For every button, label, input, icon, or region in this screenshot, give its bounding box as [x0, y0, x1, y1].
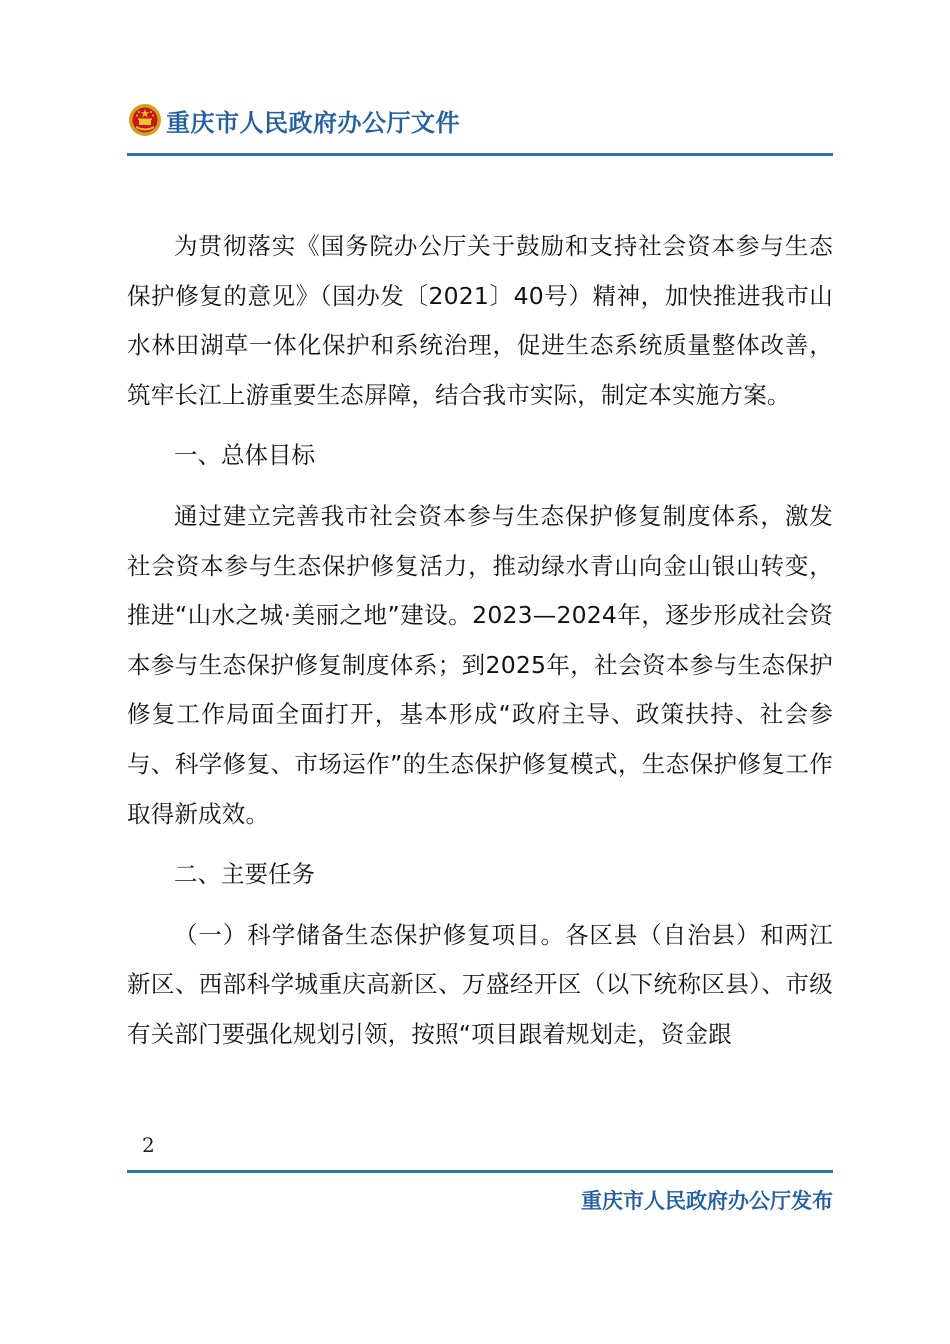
section-heading-main-tasks: 二、主要任务	[174, 860, 315, 889]
section-paragraph-task-1: （一）科学储备生态保护修复项目。各区县（自治县）和两江新区、西部科学城重庆高新区、万盛经开区（以下统称区县）、市级有关部门要强化规划引领，按照“项目跟着规划走，资金跟	[127, 920, 833, 1048]
document-body	[127, 222, 833, 1060]
header-divider	[127, 153, 833, 156]
national-emblem-icon	[128, 103, 162, 137]
spacer	[127, 900, 833, 911]
footer-divider	[127, 1170, 833, 1173]
header-title: 重庆市人民政府办公厅文件	[166, 108, 460, 137]
spacer	[127, 420, 833, 431]
footer-publisher: 重庆市人民政府办公厅发布	[581, 1188, 833, 1213]
page-number: 2	[142, 1133, 155, 1157]
section-paragraph-overall-goals: 通过建立完善我市社会资本参与生态保护修复制度体系，激发社会资本参与生态保护修复活力，推动绿水青山向金山银山转变，推进“山水之城·美丽之地”建设。2023—2024年，逐步形成社会资本参与生态保护修复制度体系；到2025年，社会资本参与生态保护修复工作局面全面打开，基本形成“政府主导、政策扶持、社会参与、科学修复、市场运作”的生态保护修复模式，生态保护修复工作取得新成效。	[127, 501, 833, 828]
spacer	[127, 481, 833, 492]
section-heading-overall-goals: 一、总体目标	[174, 441, 315, 470]
document-header	[128, 100, 460, 140]
intro-paragraph: 为贯彻落实《国务院办公厅关于鼓励和支持社会资本参与生态保护修复的意见》（国办发〔2021〕40号）精神，加快推进我市山水林田湖草一体化保护和系统治理，促进生态系统质量整体改善，筑牢长江上游重要生态屏障，结合我市实际，制定本实施方案。	[127, 232, 833, 409]
spacer	[127, 839, 833, 850]
